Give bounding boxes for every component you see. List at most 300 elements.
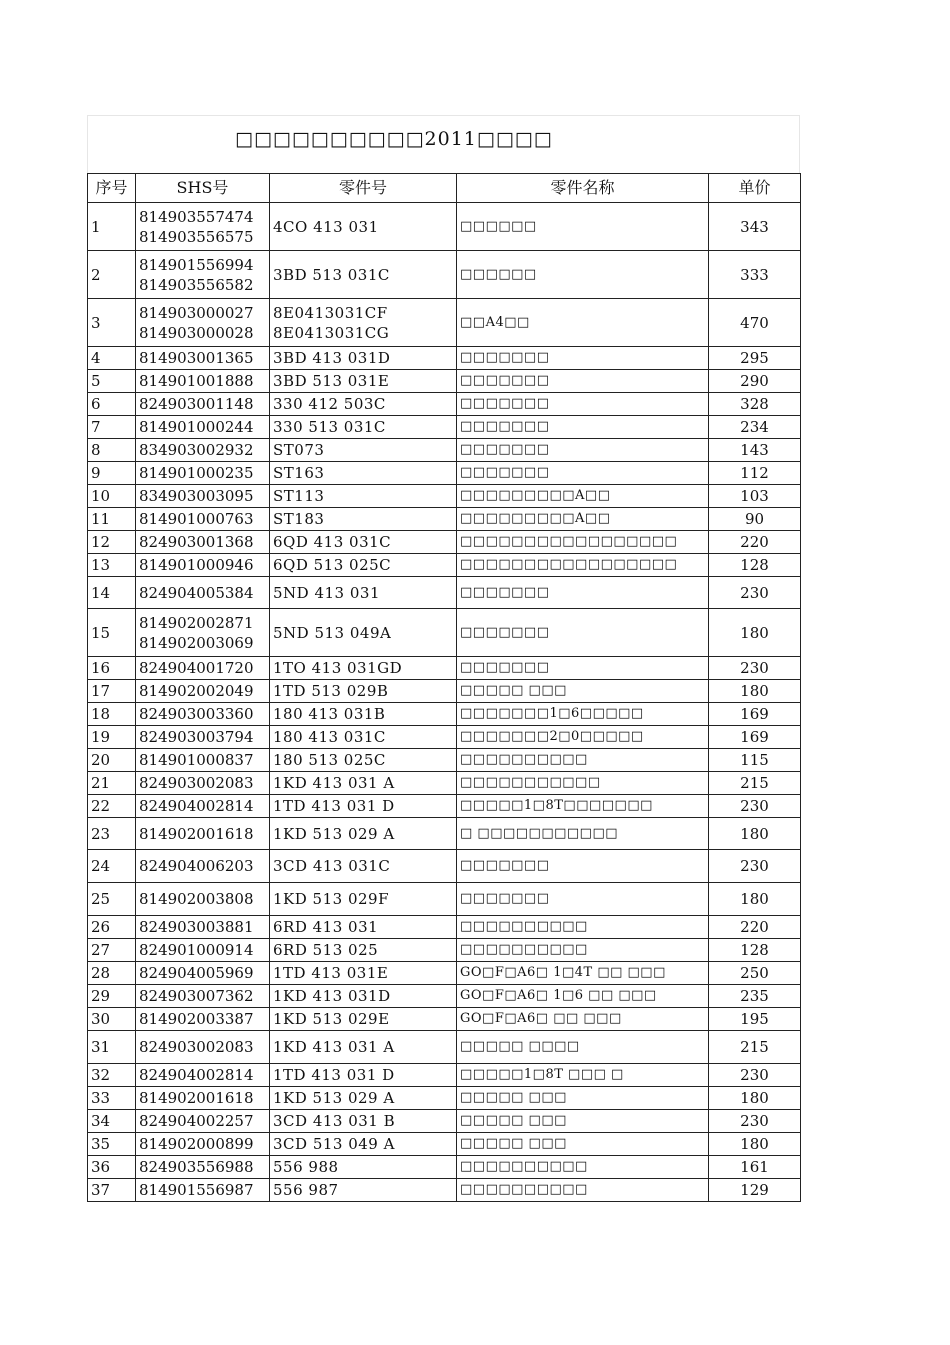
cell-shs-text: 814901556994: [139, 255, 254, 274]
cell-index: [88, 657, 136, 680]
table-row: [88, 962, 801, 985]
cell-part-number: [270, 370, 457, 393]
cell-part-name: [457, 795, 709, 818]
cell-part-number: [270, 462, 457, 485]
cell-part-name: [457, 347, 709, 370]
cell-index: [88, 416, 136, 439]
cell-part-name-text: □□□□□□□2□0□□□□□: [460, 729, 644, 744]
cell-part-number: [270, 393, 457, 416]
cell-part-number-text: 180 413 031C: [273, 728, 386, 746]
cell-index: [88, 462, 136, 485]
cell-part-number-text: 3CD 413 031C: [273, 857, 391, 875]
cell-shs-text: 824904002257: [139, 1112, 254, 1130]
table-row: [88, 1087, 801, 1110]
cell-part-number: [270, 508, 457, 531]
cell-shs-text: 824903003881: [139, 918, 254, 936]
cell-unit-price-text: 220: [740, 533, 769, 551]
cell-part-name-text: □□□□□□□1□6□□□□□: [460, 706, 644, 721]
cell-shs: [136, 772, 270, 795]
cell-shs: [136, 1008, 270, 1031]
cell-part-number-text: 6RD 413 031: [273, 918, 379, 936]
table-row: [88, 850, 801, 883]
cell-part-number-text: 8E0413031CF: [273, 303, 388, 322]
cell-index-text: 25: [91, 890, 111, 908]
cell-unit-price: [709, 1179, 801, 1202]
cell-index: [88, 203, 136, 251]
cell-part-name-text: □□□□□□□: [460, 373, 550, 388]
cell-shs-text: 824904002814: [139, 1066, 254, 1084]
cell-shs-text: 814903556575: [139, 227, 254, 246]
cell-unit-price: [709, 203, 801, 251]
cell-part-name-text: □□□□□□□: [460, 858, 550, 873]
cell-shs-text: 824903002083: [139, 1038, 254, 1056]
cell-part-number-text: 3BD 513 031C: [273, 265, 390, 284]
cell-unit-price: [709, 251, 801, 299]
cell-index-text: 4: [91, 349, 101, 367]
cell-part-number-text: ST183: [273, 510, 325, 528]
cell-unit-price-text: 180: [740, 1135, 769, 1153]
cell-index: [88, 795, 136, 818]
cell-index: [88, 749, 136, 772]
cell-part-name-text: □□□□□□: [460, 218, 537, 234]
cell-index-text: 17: [91, 682, 111, 700]
cell-unit-price-text: 215: [740, 774, 769, 792]
cell-shs: [136, 985, 270, 1008]
cell-part-name: [457, 393, 709, 416]
cell-part-number: [270, 883, 457, 916]
cell-shs-text: 824903556988: [139, 1158, 254, 1176]
cell-unit-price-text: 161: [740, 1158, 769, 1176]
cell-shs-text: 824903003794: [139, 728, 254, 746]
table-row: [88, 1008, 801, 1031]
cell-unit-price: [709, 531, 801, 554]
cell-part-name: [457, 609, 709, 657]
cell-unit-price-text: 128: [740, 941, 769, 959]
cell-shs-text: 814903557474: [139, 207, 254, 226]
cell-part-name: [457, 439, 709, 462]
cell-unit-price-text: 328: [740, 395, 769, 413]
cell-part-name: [457, 416, 709, 439]
cell-index-text: 10: [91, 487, 111, 505]
cell-part-number-text: 1KD 513 029 A: [273, 824, 395, 843]
cell-part-name: [457, 850, 709, 883]
cell-shs-text: 814902000899: [139, 1135, 254, 1153]
cell-part-name-text: □□□□□□□: [460, 660, 550, 675]
cell-part-number: [270, 299, 457, 347]
cell-index: [88, 850, 136, 883]
cell-index: [88, 1064, 136, 1087]
cell-unit-price: [709, 508, 801, 531]
cell-index-text: 22: [91, 797, 111, 815]
cell-unit-price: [709, 370, 801, 393]
cell-shs-text: 834903003095: [139, 487, 254, 505]
cell-part-number-text: 3BD 513 031E: [273, 372, 390, 390]
cell-part-number-text: 6QD 413 031C: [273, 533, 392, 551]
cell-shs: [136, 416, 270, 439]
table-row: [88, 439, 801, 462]
cell-index-text: 15: [91, 623, 111, 642]
cell-unit-price: [709, 850, 801, 883]
cell-index-text: 29: [91, 987, 111, 1005]
cell-index-text: 27: [91, 941, 111, 959]
cell-index-text: 16: [91, 659, 111, 677]
cell-part-number: [270, 1110, 457, 1133]
cell-index: [88, 577, 136, 609]
cell-part-name: [457, 554, 709, 577]
cell-index-text: 24: [91, 857, 111, 875]
cell-part-name-text: □ □□□□□□□□□□□: [460, 825, 619, 841]
cell-shs: [136, 1110, 270, 1133]
cell-part-name: [457, 1087, 709, 1110]
cell-part-name: [457, 1110, 709, 1133]
cell-part-number-text: 5ND 513 049A: [273, 623, 392, 642]
cell-part-name-text: □□□□□□□: [460, 442, 550, 457]
cell-part-name: [457, 577, 709, 609]
cell-index: [88, 1087, 136, 1110]
cell-index: [88, 1008, 136, 1031]
header-row: [88, 174, 801, 203]
cell-unit-price-text: 230: [740, 857, 769, 875]
cell-shs: [136, 680, 270, 703]
cell-shs-text: 814903001365: [139, 349, 254, 367]
cell-part-number-text: 556 987: [273, 1181, 339, 1199]
cell-part-name: [457, 749, 709, 772]
header-shs: SHS号: [136, 174, 270, 203]
cell-shs: [136, 370, 270, 393]
cell-shs: [136, 462, 270, 485]
cell-shs: [136, 393, 270, 416]
header-part-number: 零件号: [270, 174, 457, 203]
cell-part-name-text: □□□□□□□□□□: [460, 942, 588, 957]
cell-unit-price: [709, 818, 801, 850]
cell-unit-price: [709, 1064, 801, 1087]
cell-index: [88, 531, 136, 554]
table-row: [88, 1031, 801, 1064]
cell-shs-text: 814901000235: [139, 464, 254, 482]
cell-part-number: [270, 985, 457, 1008]
cell-unit-price: [709, 962, 801, 985]
cell-shs: [136, 203, 270, 251]
cell-part-number-text: 5ND 413 031: [273, 583, 380, 602]
cell-part-name-text: GO□F□A6□ 1□6 □□ □□□: [460, 988, 657, 1003]
cell-part-name: [457, 370, 709, 393]
table-row: [88, 370, 801, 393]
cell-part-name: [457, 703, 709, 726]
cell-unit-price: [709, 726, 801, 749]
cell-index: [88, 939, 136, 962]
cell-shs: [136, 850, 270, 883]
cell-part-name-text: □□□□□1□8T □□□ □: [460, 1067, 624, 1082]
table-row: [88, 609, 801, 657]
table-row: [88, 416, 801, 439]
cell-unit-price-text: 220: [740, 918, 769, 936]
cell-shs-text: 824904005969: [139, 964, 254, 982]
cell-shs-text: 814901001888: [139, 372, 254, 390]
cell-part-name: [457, 772, 709, 795]
cell-index: [88, 1133, 136, 1156]
cell-part-number: [270, 251, 457, 299]
cell-shs: [136, 299, 270, 347]
table-row: [88, 916, 801, 939]
cell-part-number-text: 1KD 513 029 A: [273, 1089, 395, 1107]
table-row: [88, 347, 801, 370]
cell-part-name: [457, 251, 709, 299]
cell-index-text: 12: [91, 533, 111, 551]
cell-part-name: [457, 726, 709, 749]
cell-part-number-text: 1KD 513 029F: [273, 890, 389, 908]
cell-part-number: [270, 1087, 457, 1110]
cell-index-text: 31: [91, 1038, 111, 1056]
cell-part-number-text: 556 988: [273, 1158, 339, 1176]
cell-part-number-text: 180 413 031B: [273, 705, 386, 723]
cell-part-number: [270, 1156, 457, 1179]
cell-index-text: 9: [91, 464, 101, 482]
cell-part-name-text: □□□□□□□: [460, 584, 550, 600]
cell-part-name-text: □□□□□□□□□□: [460, 919, 588, 934]
table-row: [88, 203, 801, 251]
cell-unit-price: [709, 347, 801, 370]
cell-shs-text: 824903007362: [139, 987, 254, 1005]
cell-part-name: [457, 485, 709, 508]
cell-part-name: [457, 680, 709, 703]
cell-shs: [136, 577, 270, 609]
cell-unit-price-text: 230: [740, 797, 769, 815]
cell-shs: [136, 1179, 270, 1202]
cell-index: [88, 251, 136, 299]
cell-index: [88, 554, 136, 577]
cell-unit-price: [709, 1031, 801, 1064]
table-row: [88, 1156, 801, 1179]
cell-part-number: [270, 680, 457, 703]
cell-unit-price-text: 129: [740, 1181, 769, 1199]
cell-part-number: [270, 703, 457, 726]
cell-shs: [136, 531, 270, 554]
cell-shs-text: 824904001720: [139, 659, 254, 677]
cell-part-name: [457, 1008, 709, 1031]
cell-shs-text: 814902001618: [139, 824, 254, 843]
cell-part-name-text: □□□□□□□: [460, 419, 550, 434]
cell-shs: [136, 939, 270, 962]
cell-index-text: 30: [91, 1010, 111, 1028]
cell-shs: [136, 1031, 270, 1064]
table-row: [88, 703, 801, 726]
cell-shs: [136, 726, 270, 749]
cell-shs-text: 814902002871: [139, 613, 254, 632]
cell-unit-price-text: 230: [740, 1066, 769, 1084]
cell-part-name-text: □□□□□ □□□: [460, 1090, 567, 1105]
cell-unit-price: [709, 439, 801, 462]
cell-unit-price: [709, 299, 801, 347]
cell-part-name: [457, 508, 709, 531]
cell-index-text: 21: [91, 774, 111, 792]
cell-index: [88, 962, 136, 985]
table-row: [88, 818, 801, 850]
cell-part-number: [270, 1179, 457, 1202]
cell-part-name-text: □□□□□□□□□□: [460, 1159, 588, 1174]
cell-part-number: [270, 203, 457, 251]
cell-part-number-text: 1KD 413 031D: [273, 987, 391, 1005]
table-row: [88, 1064, 801, 1087]
cell-shs-text: 814901000946: [139, 556, 254, 574]
cell-index-text: 37: [91, 1181, 111, 1199]
cell-unit-price-text: 115: [740, 751, 769, 769]
cell-index: [88, 1110, 136, 1133]
cell-part-number-text: 330 513 031C: [273, 418, 386, 436]
cell-part-number-text: ST073: [273, 441, 325, 459]
cell-shs: [136, 703, 270, 726]
cell-index-text: 1: [91, 217, 101, 236]
cell-index-text: 3: [91, 313, 101, 332]
cell-index-text: 8: [91, 441, 101, 459]
cell-index: [88, 1031, 136, 1064]
cell-unit-price: [709, 680, 801, 703]
cell-shs-text: 824903001148: [139, 395, 254, 413]
table-row: [88, 554, 801, 577]
cell-part-number-text: 1TO 413 031GD: [273, 659, 403, 677]
cell-unit-price: [709, 1156, 801, 1179]
cell-part-name: [457, 1133, 709, 1156]
cell-part-number: [270, 916, 457, 939]
price-table: [87, 173, 801, 1202]
cell-unit-price-text: 234: [740, 418, 769, 436]
cell-index: [88, 485, 136, 508]
cell-part-number: [270, 1133, 457, 1156]
table-row: [88, 749, 801, 772]
cell-part-name-text: □□□□□1□8T□□□□□□□: [460, 798, 653, 813]
cell-unit-price-text: 112: [740, 464, 769, 482]
header-index: 序号: [88, 174, 136, 203]
cell-part-name-text: □□□□□ □□□□: [460, 1039, 580, 1054]
cell-shs-text: 824903003360: [139, 705, 254, 723]
cell-shs: [136, 609, 270, 657]
cell-shs-text: 824904005384: [139, 583, 254, 602]
cell-part-name-text: □□□□□ □□□: [460, 1136, 567, 1151]
cell-index: [88, 439, 136, 462]
cell-shs-text: 824901000914: [139, 941, 254, 959]
cell-shs: [136, 1156, 270, 1179]
cell-part-name: [457, 299, 709, 347]
cell-unit-price: [709, 772, 801, 795]
cell-part-number-text: 3CD 513 049 A: [273, 1135, 395, 1153]
cell-part-number: [270, 850, 457, 883]
cell-unit-price: [709, 703, 801, 726]
cell-part-number-text: 6RD 513 025: [273, 941, 379, 959]
cell-shs-text: 814903556582: [139, 275, 254, 294]
cell-shs: [136, 1133, 270, 1156]
cell-shs: [136, 554, 270, 577]
cell-part-name-text: GO□F□A6□ □□ □□□: [460, 1011, 622, 1026]
cell-unit-price-text: 195: [740, 1010, 769, 1028]
cell-shs-text: 814901000244: [139, 418, 254, 436]
cell-part-name-text: □□A4□□: [460, 314, 530, 330]
cell-part-number-text: ST113: [273, 487, 325, 505]
price-sheet: [87, 115, 800, 1202]
cell-part-name-text: □□□□□□□: [460, 350, 550, 365]
cell-index: [88, 703, 136, 726]
cell-part-number: [270, 726, 457, 749]
cell-index-text: 35: [91, 1135, 111, 1153]
cell-shs: [136, 251, 270, 299]
cell-shs: [136, 883, 270, 916]
cell-shs: [136, 916, 270, 939]
table-row: [88, 772, 801, 795]
cell-part-name: [457, 939, 709, 962]
cell-index-text: 14: [91, 583, 111, 602]
cell-index-text: 33: [91, 1089, 111, 1107]
cell-index-text: 7: [91, 418, 101, 436]
cell-part-number-text: 330 412 503C: [273, 395, 386, 413]
cell-unit-price-text: 470: [740, 313, 769, 332]
cell-part-number-text: 4CO 413 031: [273, 217, 379, 236]
cell-shs-text: 814902003808: [139, 890, 254, 908]
cell-shs: [136, 485, 270, 508]
cell-index: [88, 883, 136, 916]
cell-index: [88, 347, 136, 370]
cell-unit-price: [709, 657, 801, 680]
cell-part-number: [270, 554, 457, 577]
cell-unit-price: [709, 883, 801, 916]
cell-part-name: [457, 203, 709, 251]
cell-part-name-text: □□□□□□: [460, 266, 537, 282]
cell-index: [88, 985, 136, 1008]
cell-index: [88, 818, 136, 850]
table-row: [88, 657, 801, 680]
cell-unit-price: [709, 939, 801, 962]
table-row: [88, 680, 801, 703]
cell-unit-price: [709, 393, 801, 416]
cell-unit-price: [709, 416, 801, 439]
cell-unit-price-text: 230: [740, 1112, 769, 1130]
cell-unit-price-text: 290: [740, 372, 769, 390]
cell-index-text: 2: [91, 265, 101, 284]
cell-part-number: [270, 416, 457, 439]
cell-shs: [136, 657, 270, 680]
cell-unit-price-text: 333: [740, 265, 769, 284]
cell-unit-price-text: 143: [740, 441, 769, 459]
cell-unit-price-text: 169: [740, 705, 769, 723]
cell-index: [88, 1179, 136, 1202]
cell-part-name-text: □□□□□□□: [460, 396, 550, 411]
table-row: [88, 726, 801, 749]
cell-unit-price: [709, 485, 801, 508]
cell-unit-price-text: 90: [744, 510, 765, 528]
cell-unit-price-text: 180: [740, 890, 769, 908]
cell-part-number: [270, 795, 457, 818]
cell-part-number: [270, 962, 457, 985]
cell-unit-price-text: 180: [740, 1089, 769, 1107]
cell-unit-price: [709, 577, 801, 609]
table-row: [88, 883, 801, 916]
cell-index-text: 13: [91, 556, 111, 574]
cell-index: [88, 772, 136, 795]
cell-part-number-text: 8E0413031CG: [273, 323, 390, 342]
cell-unit-price: [709, 916, 801, 939]
cell-part-name: [457, 916, 709, 939]
cell-index-text: 23: [91, 824, 111, 843]
cell-unit-price-text: 103: [740, 487, 769, 505]
cell-shs: [136, 1087, 270, 1110]
cell-part-name: [457, 1179, 709, 1202]
cell-index: [88, 1156, 136, 1179]
cell-part-number: [270, 1064, 457, 1087]
cell-shs-text: 814902001618: [139, 1089, 254, 1107]
cell-index-text: 34: [91, 1112, 111, 1130]
cell-unit-price-text: 128: [740, 556, 769, 574]
table-row: [88, 985, 801, 1008]
cell-part-number-text: 1KD 513 029E: [273, 1010, 390, 1028]
cell-part-name: [457, 818, 709, 850]
cell-part-number: [270, 609, 457, 657]
